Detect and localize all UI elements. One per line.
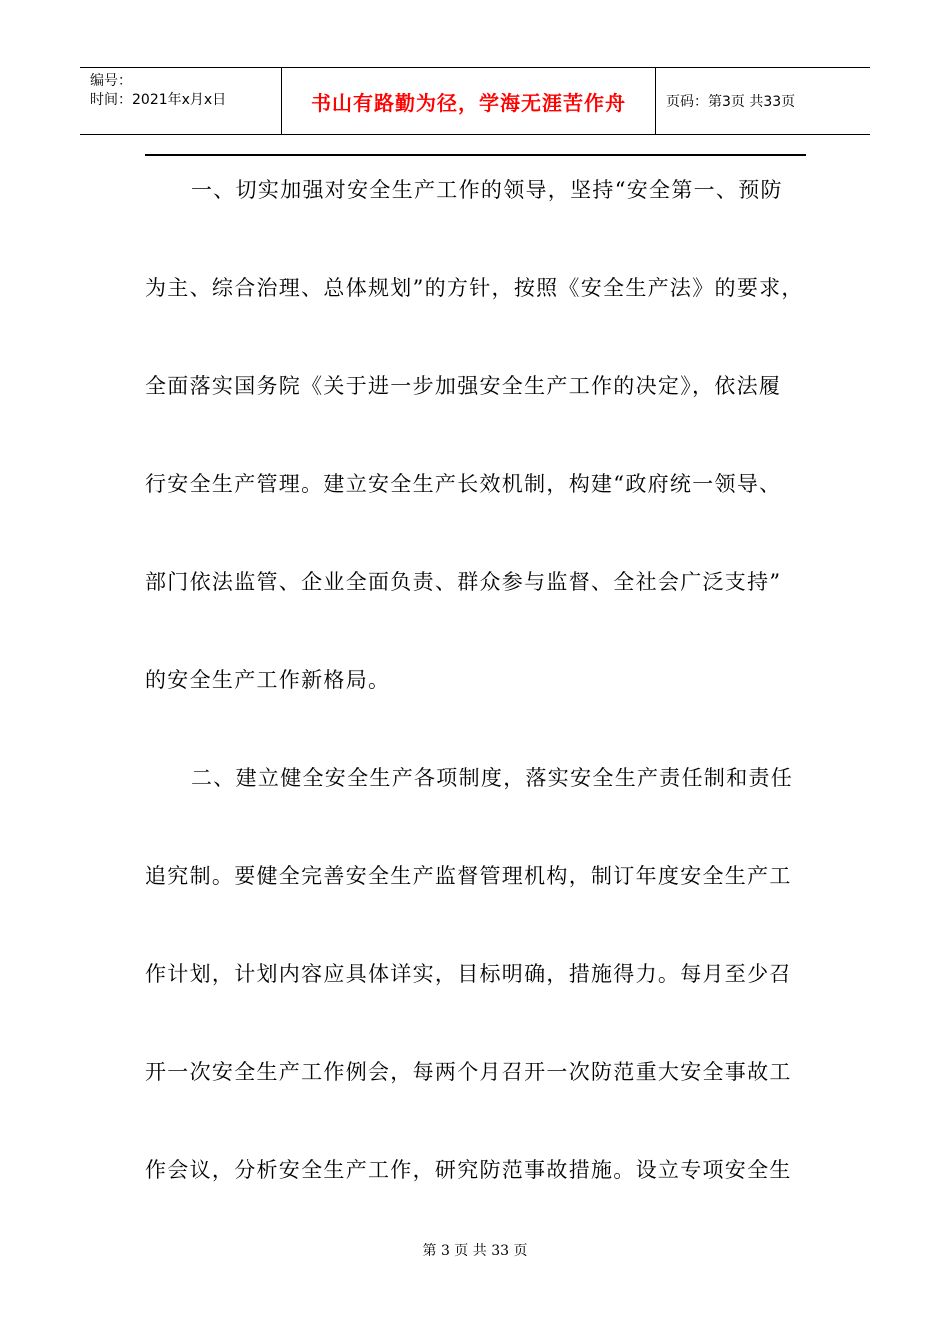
paragraph-2-line-3: 作计划，计划内容应具体详实，目标明确，措施得力。每月至少召: [145, 962, 792, 986]
paragraph-1-line-5: 部门依法监管、企业全面负责、群众参与监督、全社会广泛支持”: [145, 570, 782, 594]
document-number-label: 编号：: [90, 73, 132, 89]
header-page-info: 页码：第3页 共33页: [666, 94, 796, 110]
paragraph-2-line-4: 开一次安全生产工作例会，每两个月召开一次防范重大安全事故工: [145, 1060, 792, 1084]
page-footer: 第 3 页 共 33 页: [422, 1243, 528, 1259]
header-motto: 书山有路勤为径，学海无涯苦作舟: [282, 68, 656, 134]
document-date-label: 时间：2021年x月x日: [90, 92, 227, 108]
paragraph-1-line-6: 的安全生产工作新格局。: [145, 668, 391, 692]
header-meta: [80, 68, 282, 134]
page-header: [80, 67, 870, 135]
paragraph-2-line-5: 作会议，分析安全生产工作，研究防范事故措施。设立专项安全生: [145, 1158, 792, 1182]
paragraph-1-line-2: 为主、综合治理、总体规划”的方针，按照《安全生产法》的要求，: [145, 276, 804, 300]
paragraph-1-line-1: 一、切实加强对安全生产工作的领导，坚持“安全第一、预防: [191, 178, 783, 202]
paragraph-1-line-4: 行安全生产管理。建立安全生产长效机制，构建“政府统一领导、: [145, 472, 782, 496]
paragraph-1-line-3: 全面落实国务院《关于进一步加强安全生产工作的决定》，依法履: [145, 374, 782, 398]
header-divider: [145, 154, 806, 156]
document-body: [145, 165, 810, 1243]
paragraph-2-line-1: 二、建立健全安全生产各项制度，落实安全生产责任制和责任: [191, 766, 794, 790]
paragraph-2-line-2: 追究制。要健全完善安全生产监督管理机构，制订年度安全生产工: [145, 864, 792, 888]
